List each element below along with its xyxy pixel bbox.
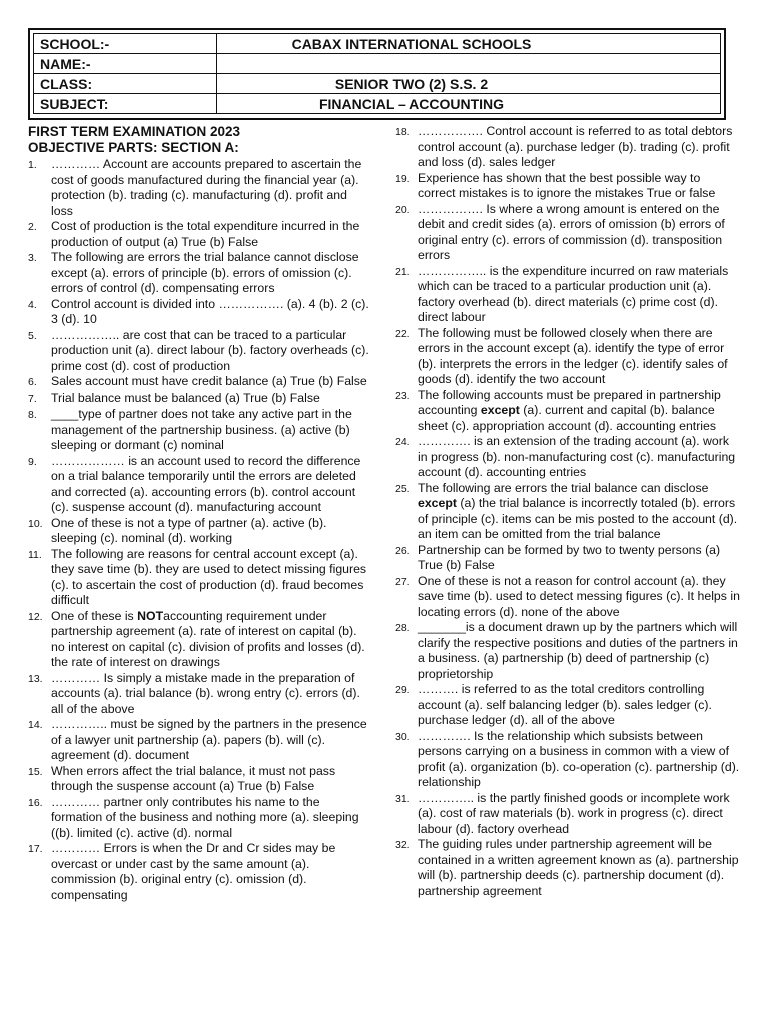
question-text: Sales account must have credit balance (a) True (b) False: [51, 374, 367, 388]
right-column: [395, 124, 740, 899]
question-text: The guiding rules under partnership agreement will be contained in a written agreement known as (a). partnership will (b). partnership deeds (c). partnership document (d). partnership agreement: [418, 837, 739, 898]
question-text: ………….. is the partly finished goods or incomplete work (a). cost of raw materials (b). work in progress (c). direct labour (d). factory overhead: [418, 790, 730, 836]
question-text: One of these is not a type of partner (a). active (b). sleeping (c). nominal (d). working: [51, 515, 327, 545]
question-emphasis: NOT: [137, 608, 164, 623]
subject-label: SUBJECT:: [34, 94, 217, 114]
question-number: 15.: [28, 765, 43, 778]
question-text: One of these is not a reason for control account (a). they save time (b). used to detect messing figures (c). It helps in locating errors (d). none of the above: [418, 573, 740, 619]
school-value: CABAX INTERNATIONAL SCHOOLS: [217, 34, 721, 54]
question-item: [28, 250, 372, 297]
question-number: 12.: [28, 610, 43, 623]
class-label: CLASS:: [34, 74, 217, 94]
question-item: [28, 454, 372, 516]
section-title: OBJECTIVE PARTS: SECTION A:: [28, 140, 239, 155]
question-number: 24.: [395, 436, 410, 448]
question-text: Trial balance must be balanced (a) True (b) False: [51, 390, 320, 405]
question-text-part: accounting requirement under partnership agreement (a). rate of interest on capital (b). no interest on capital (c). division of profits and losses (d). the rate of interest on drawings: [51, 608, 365, 669]
question-number: 13.: [28, 672, 43, 685]
question-item: [28, 795, 372, 842]
header-box: [28, 28, 726, 120]
question-number: 8.: [28, 409, 37, 421]
question-number: 22.: [395, 327, 410, 340]
question-number: 28.: [395, 622, 410, 634]
question-item: [28, 547, 372, 609]
question-number: 20.: [395, 203, 410, 216]
question-number: 25.: [395, 482, 410, 495]
question-item: [28, 671, 372, 718]
left-column: [28, 124, 372, 903]
question-text: ………… Is simply a mistake made in the preparation of accounts (a). trial balance (b). wrong entry (c). errors (d). all of the above: [51, 670, 360, 716]
question-item: [28, 157, 372, 219]
question-number: 26.: [395, 544, 410, 557]
question-text: Cost of production is the total expenditure incurred in the production of output (a) True (b) False: [51, 219, 360, 249]
question-item: [395, 202, 740, 264]
question-text: The following are reasons for central account except (a). they save time (b). they are used to detect missing figures (c). to ascertain the cost of production (d). fraud becomes difficult: [51, 546, 367, 607]
question-number: 5.: [28, 329, 37, 342]
question-text-part: (a). current and capital (b). balance sheet (c). appropriation account (d). accounting entries: [418, 403, 717, 433]
header-table: [33, 33, 721, 114]
question-number: 18.: [395, 126, 410, 138]
question-text: Partnership can be formed by two to twenty persons (a) True (b) False: [418, 542, 721, 572]
question-number: 23.: [395, 389, 410, 402]
question-text: …………….. are cost that can be traced to a particular production unit (a). direct labour (b). factory overheads (c). prime cost (d). cost of production: [51, 327, 369, 373]
question-number: 14.: [28, 719, 43, 731]
question-number: 3.: [28, 252, 37, 264]
question-item: [28, 219, 372, 250]
name-label: NAME:-: [34, 54, 217, 74]
question-text: ……………. Is where a wrong amount is entered on the debit and credit sides (a). errors of omission (b) errors of original entry (c). errors of commission (d). transposition errors: [418, 201, 725, 262]
name-row: [34, 54, 721, 74]
class-value: SENIOR TWO (2) S.S. 2: [217, 74, 721, 94]
question-text: [51, 609, 372, 671]
question-text: ………… Errors is when the Dr and Cr sides may be overcast or under cast by the same amount (a). commission (b). original entry (c). omission (d). compensating: [51, 841, 336, 902]
question-text: Experience has shown that the best possible way to correct mistakes is to ignore the mistakes True or false: [418, 170, 716, 200]
question-number: 4.: [28, 298, 37, 311]
question-item: [395, 791, 740, 838]
question-number: 1.: [28, 159, 37, 171]
question-item: [28, 374, 372, 391]
question-item: [395, 729, 740, 791]
question-number: 9.: [28, 455, 37, 468]
question-item: [395, 264, 740, 326]
name-value: [217, 54, 721, 74]
question-item: [395, 388, 740, 435]
question-item: [28, 717, 372, 764]
question-emphasis: except: [418, 496, 457, 510]
question-number: 31.: [395, 792, 410, 805]
question-text: …………. is an extension of the trading account (a). work in progress (b). non-manufacturing cost (c). manufacturing account (d). accounting entries: [418, 434, 736, 479]
question-item: [395, 171, 740, 202]
question-item: [395, 481, 740, 543]
question-number: 29.: [395, 684, 410, 696]
question-number: 32.: [395, 839, 410, 851]
question-text: ……………. Control account is referred to as total debtors control account (a). purchase ledger (b). trading (c). profit and loss (d). sales ledger: [418, 124, 733, 169]
question-emphasis: except: [480, 403, 520, 417]
question-text: _______is a document drawn up by the partners which will clarify the respective positions and duties of the partners in a business. (a) partnership (b) deed of partnership (c) proprietorship: [418, 620, 738, 681]
question-text: [418, 481, 740, 543]
question-item: [395, 620, 740, 682]
question-text: ………… Account are accounts prepared to ascertain the cost of goods manufactured during the financial year (a). protection (b). trading (c). manufacturing (d). profit and loss: [51, 157, 362, 218]
question-text-part: The following are errors the trial balance can disclose: [418, 480, 709, 495]
question-number: 21.: [395, 265, 410, 278]
question-item: [28, 391, 372, 408]
question-item: [395, 682, 740, 729]
question-number: 2.: [28, 221, 37, 233]
question-text: …………. Is the relationship which subsists between persons carrying on a business in common with a view of profit (a). organization (b). co-operation (c). partnership (d). relationship: [418, 728, 740, 789]
question-number: 30.: [395, 730, 410, 743]
question-item: [395, 574, 740, 621]
subject-value: FINANCIAL – ACCOUNTING: [217, 94, 721, 114]
exam-title: FIRST TERM EXAMINATION 2023: [28, 124, 241, 139]
question-text-part: The following accounts must be prepared in partnership accounting: [418, 387, 721, 417]
question-number: 10.: [28, 517, 43, 530]
question-text: …………….. is the expenditure incurred on raw materials which can be traced to a particular production unit (a). factory overhead (b). direct materials (c) prime cost (d). direct labour: [418, 263, 729, 324]
question-item: [28, 609, 372, 671]
question-text: ____type of partner does not take any active part in the management of the partnership business. (a) active (b) sleeping or dormant (c) nominal: [51, 407, 352, 452]
question-item: [395, 543, 740, 574]
question-number: 6.: [28, 376, 37, 388]
question-text: ………….. must be signed by the partners in the presence of a lawyer unit partnership (a). papers (b). will (c). agreement (d). document: [51, 717, 367, 762]
question-text: ………… partner only contributes his name to the formation of the business and nothing more (a). sleeping ((b). limited (c). active (d). normal: [51, 794, 359, 840]
school-row: [34, 34, 721, 54]
question-text: The following are errors the trial balance cannot disclose except (a). errors of principle (b). errors of omission (c). errors of control (d). compensating errors: [51, 250, 359, 295]
subject-row: [34, 94, 721, 114]
question-text: The following must be followed closely when there are errors in the account except (a). identify the type of error (b). interprets the errors in the ledger (c). identify sales of goods (d). identify the two account: [418, 325, 728, 386]
question-number: 27.: [395, 575, 410, 588]
question-item: [28, 841, 372, 903]
question-item: [28, 764, 372, 795]
question-item: [395, 837, 740, 899]
question-text: Control account is divided into ……………. (a). 4 (b). 2 (c). 3 (d). 10: [51, 296, 369, 326]
question-item: [28, 297, 372, 328]
question-text: When errors affect the trial balance, it must not pass through the suspense account (a) True (b) False: [51, 763, 336, 793]
question-number: 16.: [28, 796, 43, 809]
class-row: [34, 74, 721, 94]
question-item: [28, 328, 372, 375]
question-text-part: One of these is: [51, 608, 138, 623]
question-item: [395, 326, 740, 388]
question-text: ……………… is an account used to record the difference on a trial balance temporarily until the errors are deleted and corrected (a). accounting errors (b). control account (c). suspense account (d). manufacturing account: [51, 453, 361, 514]
school-label: SCHOOL:-: [34, 34, 217, 54]
question-item: [395, 434, 740, 481]
question-number: 17.: [28, 843, 43, 855]
question-number: 7.: [28, 392, 37, 405]
question-number: 19.: [395, 172, 410, 185]
question-item: [28, 407, 372, 454]
question-number: 11.: [28, 548, 42, 561]
question-text: ………. is referred to as the total creditors controlling account (a). self balancing ledger (b). sales ledger (c). purchase ledger (d). all of the above: [418, 682, 712, 727]
question-text: [418, 388, 740, 435]
question-text-part: (a) the trial balance is incorrectly totaled (b). errors of principle (c). items can be mis posted to the account (d). an item can be omitted from the trial balance: [418, 496, 738, 541]
question-item: [28, 516, 372, 547]
question-item: [395, 124, 740, 171]
